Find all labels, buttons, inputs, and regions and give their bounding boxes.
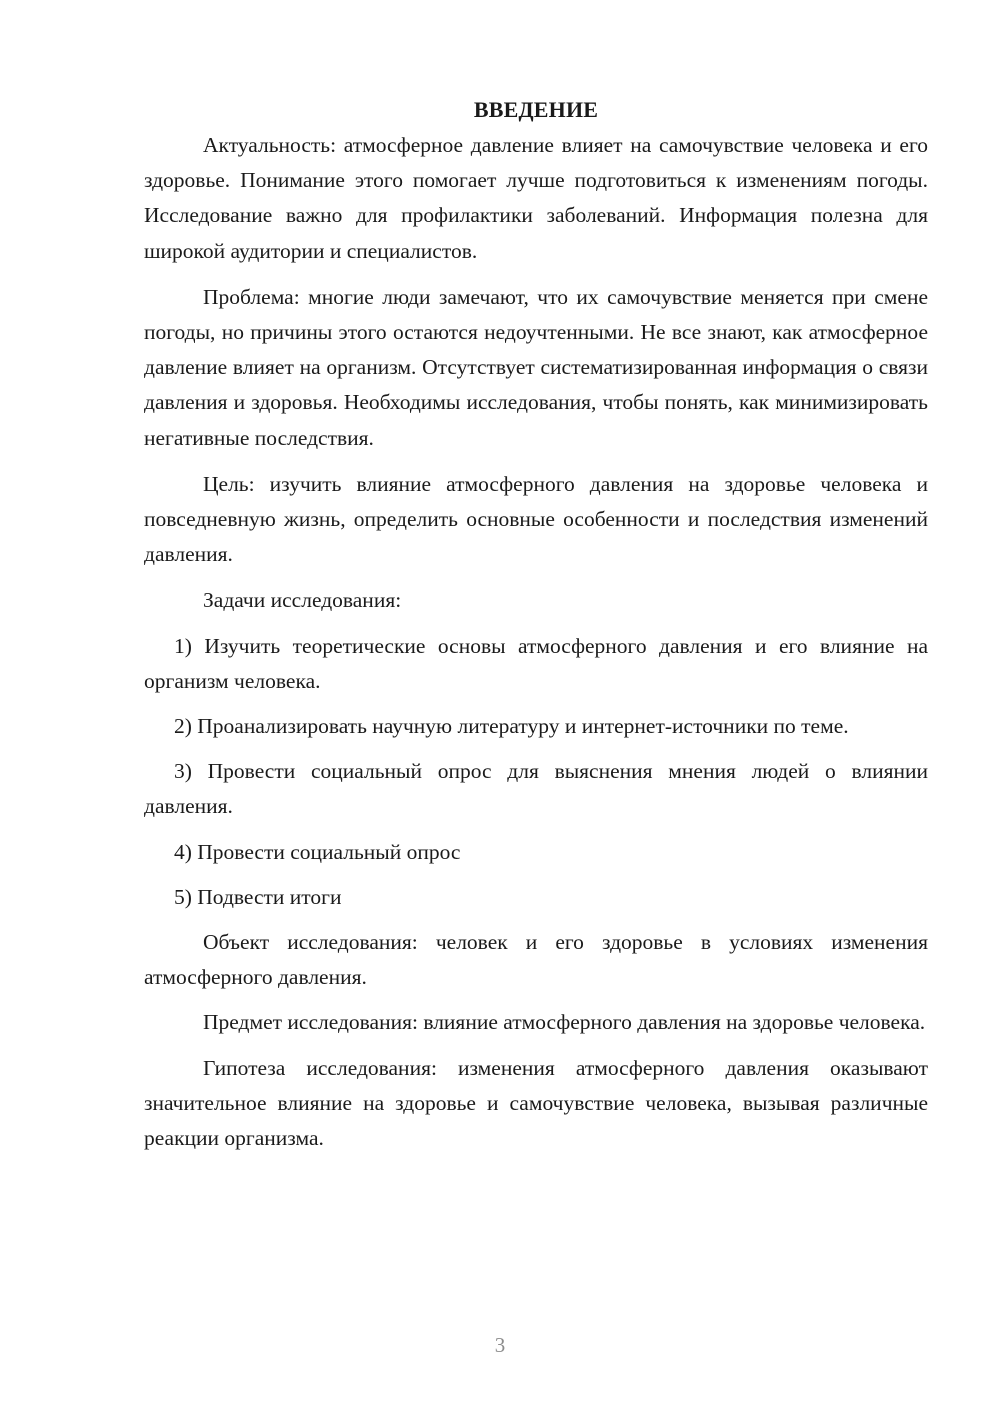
list-item: 1) Изучить теоретические основы атмосферного давления и его влияние на организм человека. — [144, 633, 928, 693]
tasks-heading: Задачи исследования: — [203, 588, 402, 613]
list-item: 5) Подвести итоги — [174, 884, 342, 909]
tasks-list — [144, 629, 928, 915]
paragraph-relevance: Актуальность: атмосферное давление влияет на самочувствие человека и его здоровье. Понимание этого помогает лучше подготовиться к изменениям погоды. Исследование важно для профилактики заболеваний. Информация полезна для широкой аудитории и специалистов. — [144, 133, 928, 263]
document-page — [144, 92, 928, 1156]
list-item: 4) Провести социальный опрос — [174, 839, 461, 864]
section-title: ВВЕДЕНИЕ — [473, 97, 599, 122]
page-number: 3 — [494, 1333, 506, 1357]
paragraph-subject: Предмет исследования: влияние атмосферного давления на здоровье человека. — [203, 1010, 926, 1035]
paragraph-goal: Цель: изучить влияние атмосферного давления на здоровье человека и повседневную жизнь, определить основные особенности и последствия изменений давления. — [144, 471, 928, 567]
list-item: 2) Проанализировать научную литературу и интернет-источники по теме. — [174, 714, 849, 739]
list-item: 3) Провести социальный опрос для выяснения мнения людей о влиянии давления. — [144, 759, 928, 819]
paragraph-object: Объект исследования: человек и его здоровье в условиях изменения атмосферного давления. — [144, 930, 928, 990]
paragraph-hypothesis: Гипотеза исследования: изменения атмосферного давления оказывают значительное влияние на здоровье и самочувствие человека, вызывая различные реакции организма. — [144, 1055, 928, 1151]
paragraph-problem: Проблема: многие люди замечают, что их самочувствие меняется при смене погоды, но причины этого остаются недоучтенными. Не все знают, как атмосферное давление влияет на организм. Отсутствует систематизированная информация о связи давления и здоровья. Необходимы исследования, чтобы понять, как минимизировать негативные последствия. — [144, 284, 928, 450]
